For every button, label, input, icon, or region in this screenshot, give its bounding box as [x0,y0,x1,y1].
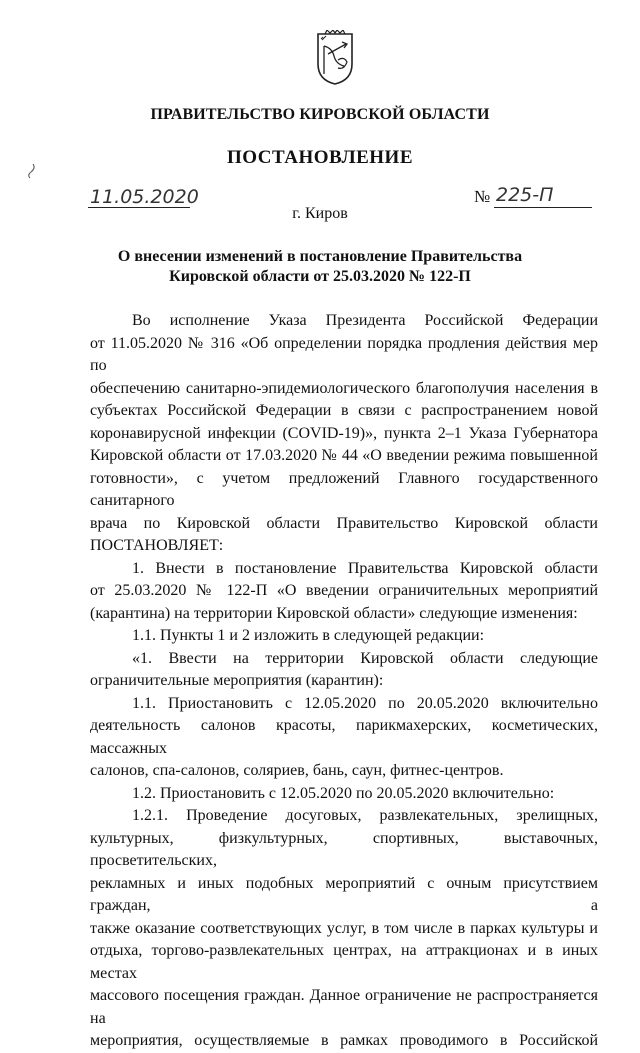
city: г. Киров [292,205,348,222]
body-line: врача по Кировской области Правительство Кировской области [90,514,598,532]
body-line: Во исполнение Указа Президента Российской Федерации [132,312,598,329]
document-title [0,247,640,287]
number-label: № [474,187,491,206]
body-line: субъектах Российской Федерации в связи с распространением новой [90,402,598,419]
body-line: отдыха, торгово-развлекательных центрах, на аттракционах и в иных местах [90,942,598,982]
body-line: также оказание соответствующих услуг, в том числе в парках культуры и [90,919,598,937]
body-line: 1.1. Пункты 1 и 2 изложить в следующей редакции: [132,627,485,644]
body-line: 1. Внести в постановление Правительства Кировской области [132,559,598,577]
body-line: от 11.05.2020 № 316 «Об определении порядка продления действия мер по [90,334,598,374]
body-line: коронавирусной инфекции (COVID-19)», пункта 2–1 Указа Губернатора [90,424,598,442]
coat-of-arms-emblem [314,30,356,86]
title-line-2: Кировской области от 25.03.2020 № 122-П [169,268,471,285]
body-line: (карантина) на территории Кировской области» следующие изменения: [90,604,578,622]
body-line: 1.1. Приостановить с 12.05.2020 по 20.05.2020 включительно [132,694,598,712]
title-line-1: О внесении изменений в постановление Правительства [117,248,523,265]
body-line: салонов, спа-салонов, соляриев, бань, саун, фитнес-центров. [90,762,504,779]
body-line: рекламных и иных подобных мероприятий с очным присутствием граждан, а [90,874,598,914]
body-line: ограничительные мероприятия (карантин): [90,672,384,689]
government-name: ПРАВИТЕЛЬСТВО КИРОВСКОЙ ОБЛАСТИ [150,106,490,123]
document-date: 11.05.2020 [90,186,199,208]
body-line: деятельность салонов красоты, парикмахерских, косметических, массажных [90,717,598,757]
body-line: ПОСТАНОВЛЯЕТ: [90,537,224,554]
document-number: 225-П [496,184,554,206]
body-line: 1.2. Приостановить с 12.05.2020 по 20.05.2020 включительно: [132,784,555,802]
body-line: готовности», с учетом предложений Главного государственного санитарного [90,469,598,509]
body-line: мероприятия, осуществляемые в рамках проводимого в Российской [90,1032,598,1049]
body-line: массового посещения граждан. Данное ограничение не распространяется на [90,987,598,1027]
body-line: «1. Ввести на территории Кировской области следующие [132,649,598,667]
document-type: ПОСТАНОВЛЕНИЕ [226,147,414,168]
body-line: культурных, физкультурных, спортивных, выставочных, просветительских, [90,829,598,869]
document-body [90,310,598,1053]
body-line: обеспечению санитарно-эпидемиологического благополучия населения в [90,379,598,397]
body-line: 1.2.1. Проведение досуговых, развлекательных, зрелищных, [132,807,598,824]
body-line: от 25.03.2020 № 122-П «О введении ограничительных мероприятий [90,582,598,599]
body-line: Кировской области от 17.03.2020 № 44 «О введении режима повышенной [90,447,598,464]
